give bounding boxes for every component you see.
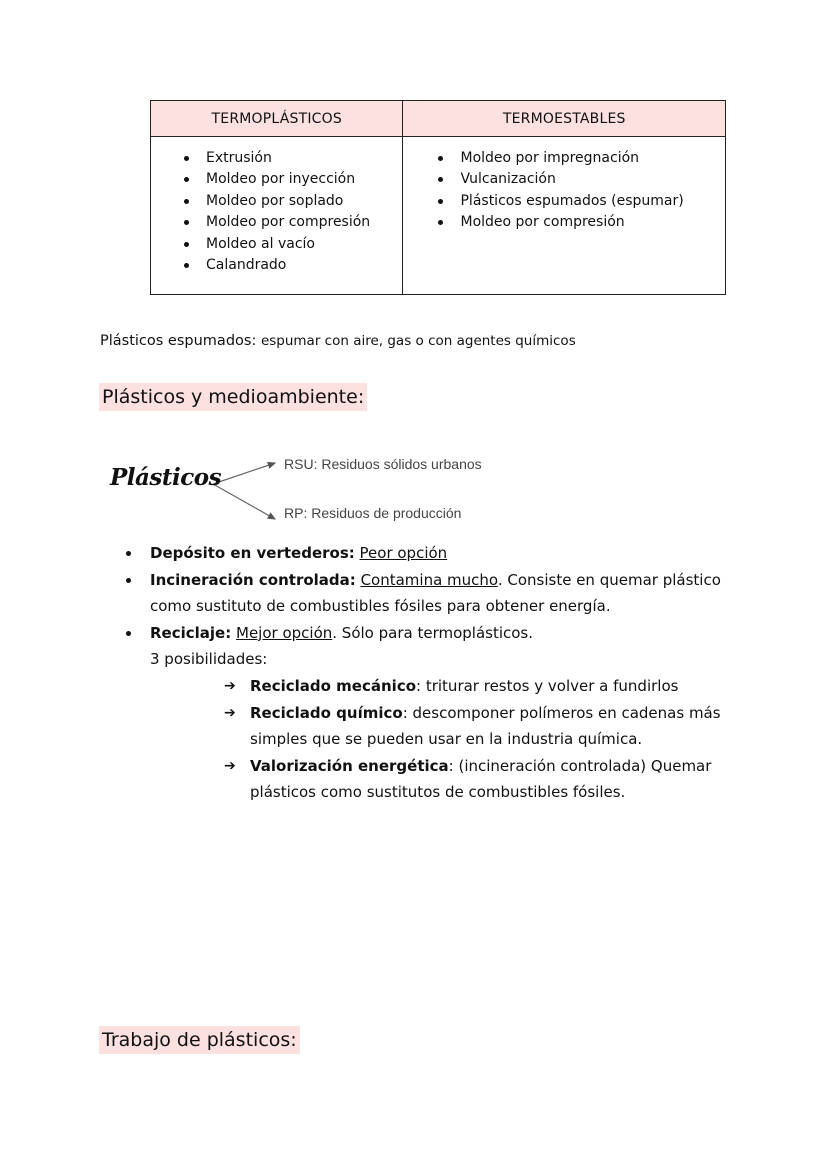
note-text: espumar con aire, gas o con agentes químicos	[260, 333, 576, 349]
option-title: Depósito en vertederos:	[150, 544, 355, 562]
list-item: Moldeo por compresión	[460, 212, 725, 233]
option-verdict: Peor opción	[359, 544, 448, 562]
option-item	[150, 540, 750, 567]
subitem-title: Valorización energética	[250, 756, 449, 775]
branch-rp-label: RP: Residuos de producción	[284, 505, 462, 521]
diagram-root-label: Plásticos	[110, 464, 222, 491]
plasticos-diagram	[105, 448, 525, 528]
option-item	[150, 567, 750, 620]
header-termoplasticos: TERMOPLÁSTICOS	[151, 101, 403, 137]
list-item: Vulcanización	[460, 169, 725, 190]
branch-rsu-label: RSU: Residuos sólidos urbanos	[284, 456, 482, 472]
bullet-icon	[126, 631, 131, 636]
list-item: Moldeo por compresión	[206, 212, 402, 233]
note-label: Plásticos espumados:	[100, 333, 257, 349]
list-item: Moldeo por inyección	[206, 169, 402, 190]
option-verdict: Mejor opción	[236, 623, 333, 642]
list-item: Extrusión	[206, 148, 402, 169]
arrow-right-icon: ➔	[224, 678, 236, 694]
arrow-right-icon: ➔	[224, 704, 236, 721]
option-item	[150, 620, 750, 647]
bullet-icon	[126, 578, 131, 583]
arrow-right-icon: ➔	[224, 757, 236, 774]
list-item: Plásticos espumados (espumar)	[460, 191, 725, 212]
list-item: Moldeo por impregnación	[460, 148, 725, 169]
possibilities-label: 3 posibilidades:	[150, 650, 268, 669]
arrow-to-rp	[213, 484, 275, 519]
subitem	[224, 700, 750, 753]
list-item: Moldeo al vacío	[206, 234, 402, 255]
termoplasticos-list	[151, 137, 402, 276]
option-verdict: Contamina mucho	[360, 570, 498, 589]
espumados-note	[100, 333, 576, 349]
subitem	[224, 753, 750, 806]
recycling-subitems	[224, 673, 750, 806]
list-item: Moldeo por soplado	[206, 191, 402, 212]
termoestables-list	[403, 137, 725, 234]
header-termoestables: TERMOESTABLES	[403, 101, 726, 137]
subitem-text: : (incineración controlada) Quemar plásticos como sustitutos de combustibles fósiles.	[250, 756, 712, 802]
subitem-text: : descomponer polímeros en cadenas más simples que se pueden usar en la industria química.	[250, 703, 721, 749]
heading-trabajo: Trabajo de plásticos:	[99, 1026, 300, 1054]
option-title: Reciclaje:	[150, 623, 232, 642]
heading-medioambiente: Plásticos y medioambiente:	[99, 383, 367, 411]
subitem-title: Reciclado mecánico	[250, 677, 417, 695]
subitem	[224, 673, 750, 700]
bullet-icon	[126, 551, 131, 556]
option-text: . Sólo para termoplásticos.	[332, 623, 534, 642]
list-item: Calandrado	[206, 255, 402, 276]
option-text: . Consiste en quemar plástico como sustituto de combustibles fósiles para obtener energía.	[150, 570, 721, 616]
cell-termoestables	[403, 137, 726, 295]
subitem-title: Reciclado químico	[250, 703, 403, 722]
option-title: Incineración controlada:	[150, 570, 356, 589]
arrow-to-rsu	[213, 463, 275, 484]
methods-table	[150, 100, 726, 295]
subitem-text: : triturar restos y volver a fundirlos	[416, 677, 679, 695]
disposal-options	[150, 540, 750, 673]
cell-termoplasticos	[151, 137, 403, 295]
